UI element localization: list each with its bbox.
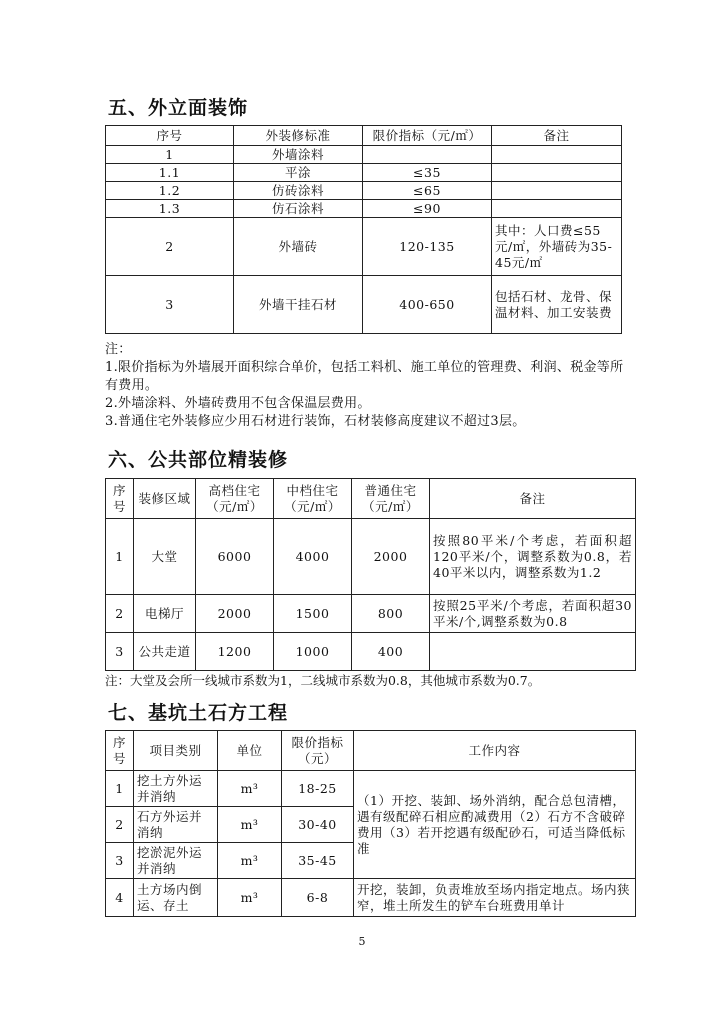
cell-high: 1200 [196, 633, 274, 671]
header-cell: 序号 [106, 731, 134, 771]
cell-price: 120-135 [363, 218, 492, 276]
cell-no: 2 [106, 595, 134, 633]
cell-no: 3 [106, 276, 234, 334]
cell-remark [492, 164, 622, 182]
cell-no: 1.2 [106, 182, 234, 200]
cell-price: 30-40 [282, 807, 354, 843]
cell-item: 平涂 [234, 164, 363, 182]
cell-no: 3 [106, 843, 134, 879]
cell-remark [430, 633, 636, 671]
cell-item: 仿砖涂料 [234, 182, 363, 200]
cell-mid: 1500 [274, 595, 352, 633]
cell-no: 3 [106, 633, 134, 671]
cell-remark [492, 200, 622, 218]
section7-table [105, 730, 636, 917]
table-header-row [106, 479, 636, 519]
cell-item: 仿石涂料 [234, 200, 363, 218]
cell-no: 4 [106, 879, 134, 917]
cell-price: ≤90 [363, 200, 492, 218]
cell-price: 35-45 [282, 843, 354, 879]
note-line: 1.限价指标为外墙展开面积综合单价，包括工料机、施工单位的管理费、利润、税金等所有费用。 [105, 360, 624, 393]
cell-item: 石方外运并消纳 [134, 807, 218, 843]
cell-high: 2000 [196, 595, 274, 633]
header-cell: 高档住宅（元/㎡） [196, 479, 274, 519]
cell-price: 400-650 [363, 276, 492, 334]
cell-unit: m³ [218, 843, 282, 879]
table-header-row [106, 731, 636, 771]
header-cell: 序号 [106, 479, 134, 519]
cell-mid: 4000 [274, 519, 352, 595]
table-row [106, 595, 636, 633]
header-cell: 限价指标（元） [282, 731, 354, 771]
cell-no: 1.3 [106, 200, 234, 218]
section5-title: 五、外立面装饰 [108, 97, 249, 119]
cell-item: 外墙涂料 [234, 146, 363, 164]
cell-price [363, 146, 492, 164]
section5-table [105, 125, 622, 334]
header-cell: 备注 [430, 479, 636, 519]
cell-no: 2 [106, 218, 234, 276]
cell-no: 1 [106, 771, 134, 807]
table-row [106, 200, 622, 218]
cell-mid: 1000 [274, 633, 352, 671]
cell-item: 挖淤泥外运并消纳 [134, 843, 218, 879]
cell-remark [492, 182, 622, 200]
header-cell: 外装修标准 [234, 126, 363, 146]
cell-remark [492, 146, 622, 164]
page-number: 5 [358, 935, 366, 948]
section6-title: 六、公共部位精装修 [108, 449, 289, 471]
cell-area: 公共走道 [134, 633, 196, 671]
cell-normal: 800 [352, 595, 430, 633]
table-row [106, 633, 636, 671]
note-line: 注： [105, 342, 132, 357]
table-row [106, 164, 622, 182]
cell-remark: 包括石材、龙骨、保温材料、加工安装费 [492, 276, 622, 334]
cell-high: 6000 [196, 519, 274, 595]
table-header-row [106, 126, 622, 146]
table-row [106, 519, 636, 595]
section7-title: 七、基坑土石方工程 [108, 702, 289, 724]
cell-remark: 按照80平米/个考虑，若面积超120平米/个，调整系数为0.8，若40平米以内，调整系数为1.2 [430, 519, 636, 595]
header-cell: 限价指标（元/㎡） [363, 126, 492, 146]
cell-area: 大堂 [134, 519, 196, 595]
header-cell: 工作内容 [354, 731, 636, 771]
cell-item: 土方场内倒运、存土 [134, 879, 218, 917]
table-row [106, 879, 636, 917]
cell-unit: m³ [218, 807, 282, 843]
cell-unit: m³ [218, 879, 282, 917]
cell-price: ≤65 [363, 182, 492, 200]
cell-no: 1 [106, 519, 134, 595]
section6-table [105, 478, 636, 671]
cell-price: ≤35 [363, 164, 492, 182]
note-line: 2.外墙涂料、外墙砖费用不包含保温层费用。 [105, 396, 371, 411]
cell-no: 1.1 [106, 164, 234, 182]
cell-price: 18-25 [282, 771, 354, 807]
cell-unit: m³ [218, 771, 282, 807]
header-cell: 普通住宅（元/㎡） [352, 479, 430, 519]
table-row [106, 146, 622, 164]
table-row [106, 218, 622, 276]
header-cell: 备注 [492, 126, 622, 146]
cell-remark: 按照25平米/个考虑，若面积超30平米/个,调整系数为0.8 [430, 595, 636, 633]
cell-no: 1 [106, 146, 234, 164]
cell-remark: 其中：人口费≤55元/㎡，外墙砖为35-45元/㎡ [492, 218, 622, 276]
cell-normal: 400 [352, 633, 430, 671]
table-row [106, 182, 622, 200]
header-cell: 项目类别 [134, 731, 218, 771]
cell-item: 外墙干挂石材 [234, 276, 363, 334]
table-row [106, 771, 636, 807]
header-cell: 序号 [106, 126, 234, 146]
cell-work-content: （1）开挖、装卸、场外消纳，配合总包清槽，遇有级配碎石相应酌减费用（2）石方不含破碎费用（3）若开挖遇有级配砂石，可适当降低标准 [354, 771, 636, 879]
table-row [106, 276, 622, 334]
section6-note: 注：大堂及会所一线城市系数为1，二线城市系数为0.8，其他城市系数为0.7。 [105, 673, 541, 688]
header-cell: 单位 [218, 731, 282, 771]
cell-work-content: 开挖，装卸，负责堆放至场内指定地点。场内狭窄，堆土所发生的铲车台班费用单计 [354, 879, 636, 917]
note-line: 3.普通住宅外装修应少用石材进行装饰，石材装修高度建议不超过3层。 [105, 414, 526, 429]
header-cell: 装修区域 [134, 479, 196, 519]
cell-area: 电梯厅 [134, 595, 196, 633]
cell-item: 挖土方外运并消纳 [134, 771, 218, 807]
section5-notes [105, 341, 625, 431]
header-cell: 中档住宅（元/㎡） [274, 479, 352, 519]
cell-normal: 2000 [352, 519, 430, 595]
cell-no: 2 [106, 807, 134, 843]
cell-price: 6-8 [282, 879, 354, 917]
cell-item: 外墙砖 [234, 218, 363, 276]
